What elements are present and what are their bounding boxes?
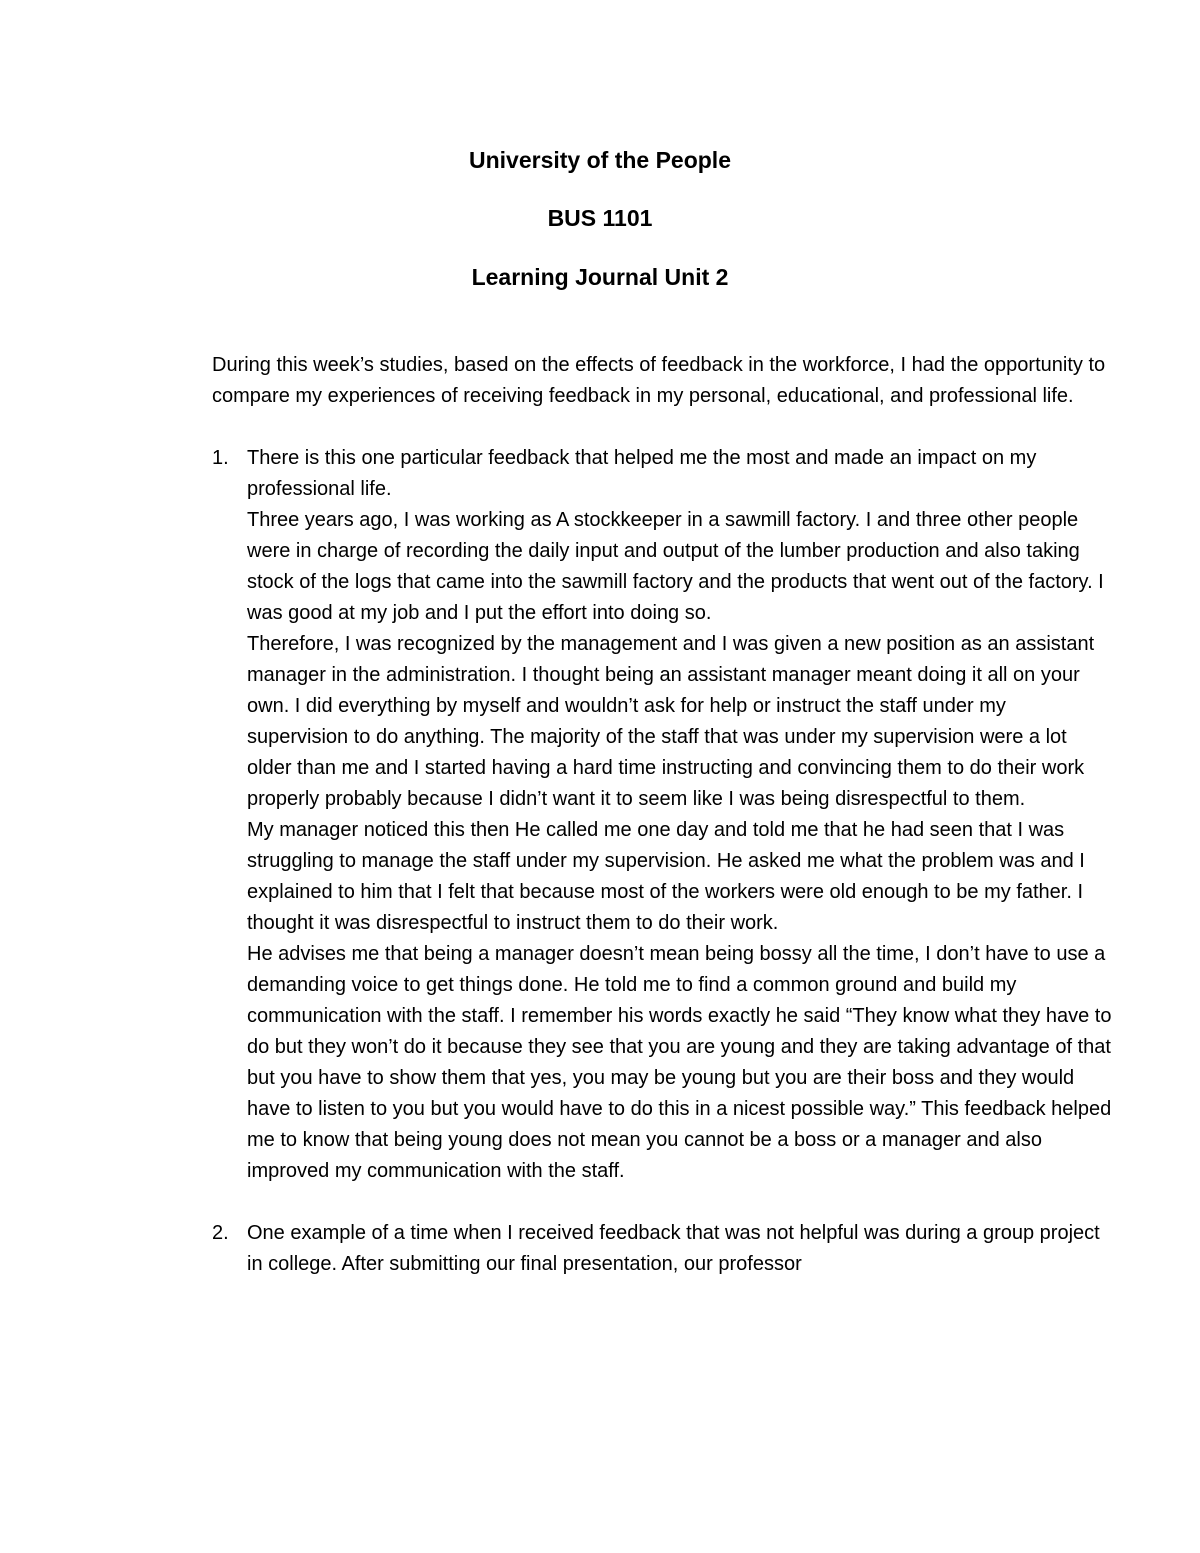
document-title: Learning Journal Unit 2 xyxy=(471,264,729,290)
item-1-paragraph-2: Three years ago, I was working as A stockkeeper in a sawmill factory. I and three other people were in charge of recording the daily input and output of the lumber production and also taking stock of the logs that came into the sawmill factory and the products that went out of the factory. I was good at my job and I put the effort into doing so. xyxy=(247,509,1104,624)
item-2-paragraph-1: One example of a time when I received feedback that was not helpful was during a group project in college. After submitting our final presentation, our professor xyxy=(247,1222,1100,1275)
numbered-list xyxy=(212,443,1112,1280)
list-number: 1. xyxy=(212,447,229,469)
item-1-paragraph-5: He advises me that being a manager doesn’t mean being bossy all the time, I don’t have to use a demanding voice to get things done. He told me to find a common ground and build my communication with the staff. I remember his words exactly he said “They know what they have to do but they won’t do it because they see that you are young and they are taking advantage of that but you have to show them that yes, you may be young but you are their boss and they would have to listen to you but you would have to do this in a nicest possible way.” This feedback helped me to know that being young does not mean you cannot be a boss or a manager and also improved my communication with the staff. xyxy=(247,943,1112,1182)
intro-paragraph: During this week’s studies, based on the effects of feedback in the workforce, I had the opportunity to compare my experiences of receiving feedback in my personal, educational, and professional life. xyxy=(212,354,1106,407)
item-1-paragraph-4: My manager noticed this then He called me one day and told me that he had seen that I was struggling to manage the staff under my supervision. He asked me what the problem was and I explained to him that I felt that because most of the workers were old enough to be my father. I thought it was disrespectful to instruct them to do their work. xyxy=(247,819,1085,934)
university-name: University of the People xyxy=(468,147,731,173)
course-code: BUS 1101 xyxy=(547,205,653,231)
item-1-paragraph-1: There is this one particular feedback that helped me the most and made an impact on my professional life. xyxy=(247,447,1037,500)
list-spacer xyxy=(212,1187,1112,1218)
list-item-2 xyxy=(212,1218,1112,1280)
list-number: 2. xyxy=(212,1222,229,1244)
list-item-1 xyxy=(212,443,1112,1187)
item-1-paragraph-3: Therefore, I was recognized by the management and I was given a new position as an assistant manager in the administration. I thought being an assistant manager meant doing it all on your own. I did everything by myself and wouldn’t ask for help or instruct the staff under my supervision to do anything. The majority of the staff that was under my supervision were a lot older than me and I started having a hard time instructing and convincing them to do their work properly probably because I didn’t want it to seem like I was being disrespectful to them. xyxy=(247,633,1095,810)
